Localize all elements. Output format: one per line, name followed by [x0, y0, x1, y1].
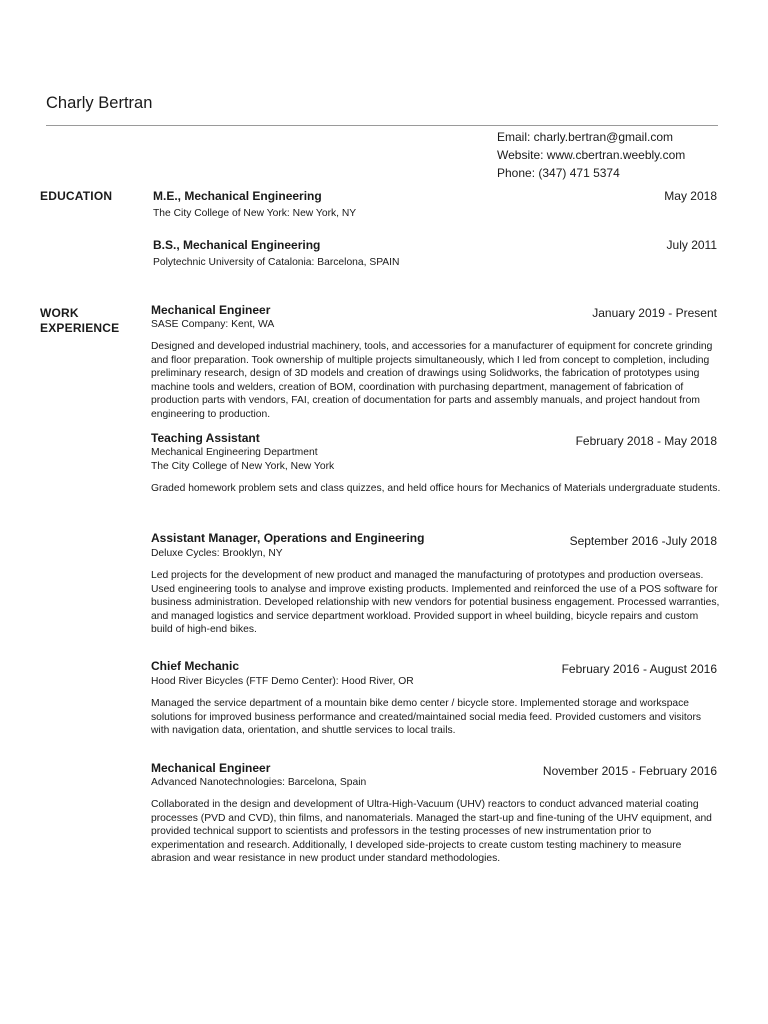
candidate-name: Charly Bertran	[46, 94, 153, 112]
job-date: January 2019 - Present	[592, 306, 717, 320]
education-heading: EDUCATION	[40, 189, 113, 203]
degree-date: May 2018	[664, 189, 717, 203]
job-organization: Hood River Bicycles (FTF Demo Center): Hood River, OR	[151, 676, 414, 687]
job-description: Led projects for the development of new product and managed the manufacturing of prototypes and production overseas. Used engineering tools to analyse and improve existing products. Implemented and reinforced the use of a POS software for business administration. Developed relationship with new vendors for potential business engagement. Processed warranties, and managed logistics and service department workload. Provided support in wheel building, bicycle repairs and custom build of high-end bikes.	[151, 570, 720, 636]
job-organization: SASE Company: Kent, WA	[151, 319, 275, 330]
job-description: Designed and developed industrial machinery, tools, and accessories for a manufacturer of equipment for concrete grinding and floor preparation. Took ownership of multiple projects simultaneously, which I led from concept to completion, including preliminary research, design of 3D models and creation of drawings using Solidworks, the fabrication of prototypes using machine tools and welders, creation of BOM, coordination with purchasing department, management of fabrication of production parts with vendors, FAI, creation of documentation for parts and assembly manuals, and project handout from engineering to production.	[151, 341, 713, 420]
job-title: Mechanical Engineer	[151, 761, 271, 775]
phone-text: Phone: (347) 471 5374	[497, 166, 620, 180]
degree-title: B.S., Mechanical Engineering	[153, 238, 321, 252]
job-title: Chief Mechanic	[151, 659, 240, 673]
degree-title: M.E., Mechanical Engineering	[153, 189, 322, 203]
website-text: Website: www.cbertran.weebly.com	[497, 148, 686, 162]
school-name: Polytechnic University of Catalonia: Barcelona, SPAIN	[153, 257, 400, 268]
job-description: Managed the service department of a mountain bike demo center / bicycle store. Implemented storage and workspace solutions for improved business performance and created/maintained social media feed. Provided customers and visitors with navigation data, orientation, and shuttle services to local trails.	[151, 698, 702, 737]
work-heading-line2: EXPERIENCE	[40, 321, 120, 335]
work-experience-heading	[40, 306, 119, 336]
job-title: Mechanical Engineer	[151, 303, 271, 317]
job-title: Teaching Assistant	[151, 431, 260, 445]
job-title: Assistant Manager, Operations and Engineering	[151, 531, 425, 545]
job-date: February 2018 - May 2018	[575, 434, 717, 448]
job-date: November 2015 - February 2016	[542, 764, 717, 778]
job-date: September 2016 -July 2018	[569, 534, 717, 548]
job-organization: Mechanical Engineering Department	[151, 447, 318, 458]
job-organization: Advanced Nanotechnologies: Barcelona, Spain	[151, 777, 367, 788]
email-text: Email: charly.bertran@gmail.com	[497, 130, 674, 144]
job-description: Collaborated in the design and development of Ultra-High-Vacuum (UHV) reactors to conduct advanced material coating processes (PVD and CVD), thin films, and nanomaterials. Managed the start-up and fine-tuning of the UHV equipment, and provided technical support to scientists and professors in the testing processes of new instrumentation prior to experimentation and research. Additionally, I developed side-projects to create custom testing machinery to measure abrasion and wear resistance in new product under standard methodologies.	[151, 799, 712, 865]
degree-date: July 2011	[666, 238, 717, 252]
header-divider	[46, 125, 718, 126]
work-heading-line1: WORK	[40, 306, 79, 320]
job-description: Graded homework problem sets and class quizzes, and held office hours for Mechanics of Materials undergraduate students.	[151, 483, 721, 494]
job-organization-location: The City College of New York, New York	[151, 461, 335, 472]
school-name: The City College of New York: New York, NY	[153, 208, 357, 219]
job-organization: Deluxe Cycles: Brooklyn, NY	[151, 548, 283, 559]
job-date: February 2016 - August 2016	[561, 662, 717, 676]
